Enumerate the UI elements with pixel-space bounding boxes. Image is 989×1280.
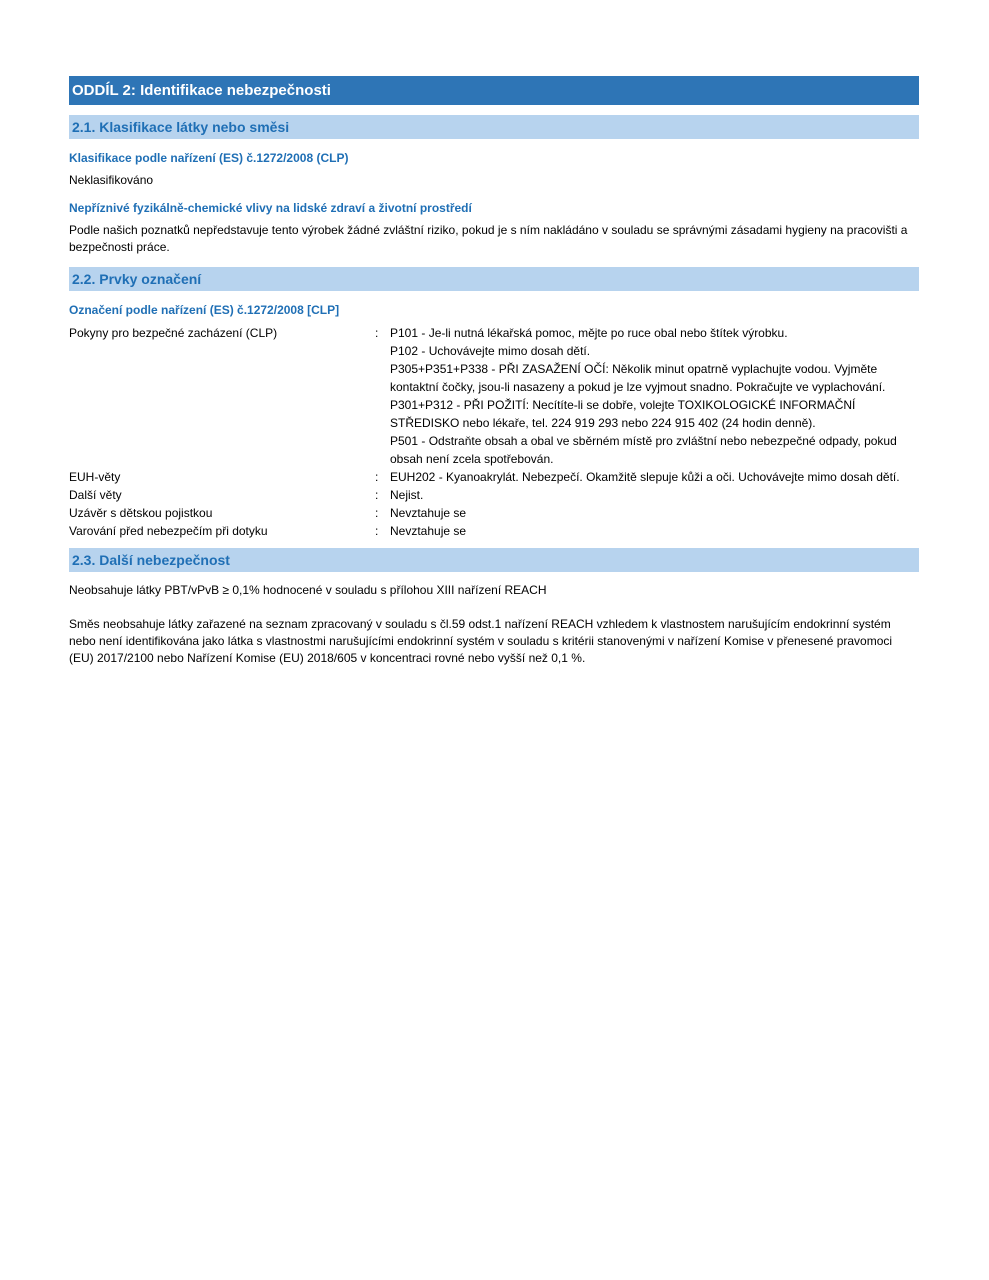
row-key: Varování před nebezpečím při dotyku <box>69 524 268 538</box>
clp-labelling-label: Označení podle nařízení (ES) č.1272/2008 [CLP] <box>69 303 340 317</box>
table-row <box>69 504 919 522</box>
row-key: Další věty <box>69 488 122 502</box>
subsection-2-3-title: 2.3. Další nebezpečnost <box>69 548 919 572</box>
adverse-effects-label: Nepříznivé fyzikálně-chemické vlivy na lidské zdraví a životní prostředí <box>69 201 472 215</box>
table-row <box>69 468 919 486</box>
row-key: EUH-věty <box>69 470 121 484</box>
row-value: Nevztahuje se <box>390 506 467 520</box>
endocrine-text: Směs neobsahuje látky zařazené na seznam zpracovaný v souladu s čl.59 odst.1 nařízení REACH vzhledem k vlastnostem narušujícím endokrinní systém nebo není identifikována jako látka s vlastnostmi narušujícími endokrinní systém v souladu s kritérii stanovenými v nařízení Komise v přenesené pravomoci (EU) 2017/2100 nebo Nařízení Komise (EU) 2018/605 v koncentraci rovné nebo vyšší než 0,1 %. <box>69 617 893 665</box>
subsection-2-2-title: 2.2. Prvky označení <box>69 267 919 291</box>
row-value: Nejist. <box>390 488 424 502</box>
row-value <box>390 324 919 468</box>
labelling-table <box>69 324 919 540</box>
row-colon: : <box>375 488 379 502</box>
row-value: EUH202 - Kyanoakrylát. Nebezpečí. Okamžitě slepuje kůži a oči. Uchovávejte mimo dosah dětí. <box>390 470 900 484</box>
section-2-content <box>69 76 919 667</box>
precaution-statement: P501 - Odstraňte obsah a obal ve sběrném místě pro zvláštní nebo nebezpečné odpady, pokud obsah není zcela spotřebován. <box>390 434 897 466</box>
precaution-statement: P102 - Uchovávejte mimo dosah dětí. <box>390 344 591 358</box>
table-row <box>69 522 919 540</box>
row-colon: : <box>375 326 379 340</box>
row-colon: : <box>375 506 379 520</box>
pbt-text: Neobsahuje látky PBT/vPvB ≥ 0,1% hodnocené v souladu s přílohou XIII nařízení REACH <box>69 583 547 597</box>
adverse-effects-text: Podle našich poznatků nepředstavuje tento výrobek žádné zvláštní riziko, pokud je s ním nakládáno v souladu se správnými zásadami hygieny na pracovišti a bezpečnosti práce. <box>69 223 908 254</box>
row-colon: : <box>375 470 379 484</box>
table-row <box>69 324 919 468</box>
section-title: ODDÍL 2: Identifikace nebezpečnosti <box>69 76 919 105</box>
subsection-2-1-title: 2.1. Klasifikace látky nebo směsi <box>69 115 919 139</box>
clp-classification-value: Neklasifikováno <box>69 173 154 187</box>
row-key: Uzávěr s dětskou pojistkou <box>69 506 213 520</box>
table-row <box>69 486 919 504</box>
row-value: Nevztahuje se <box>390 524 467 538</box>
row-colon: : <box>375 524 379 538</box>
precaution-statement: P101 - Je-li nutná lékařská pomoc, mějte po ruce obal nebo štítek výrobku. <box>390 326 788 340</box>
row-key: Pokyny pro bezpečné zacházení (CLP) <box>69 326 278 340</box>
precaution-statement: P301+P312 - PŘI POŽITÍ: Necítíte-li se dobře, volejte TOXIKOLOGICKÉ INFORMAČNÍ STŘEDISKO nebo lékaře, tel. 224 919 293 nebo 224 915 402 (24 hodin denně). <box>390 398 856 430</box>
clp-classification-label: Klasifikace podle nařízení (ES) č.1272/2008 (CLP) <box>69 151 349 165</box>
precaution-statement: P305+P351+P338 - PŘI ZASAŽENÍ OČÍ: Několik minut opatrně vyplachujte vodou. Vyjměte kontaktní čočky, jsou-li nasazeny a pokud je lze vyjmout snadno. Pokračujte ve vyplachování. <box>390 362 886 394</box>
